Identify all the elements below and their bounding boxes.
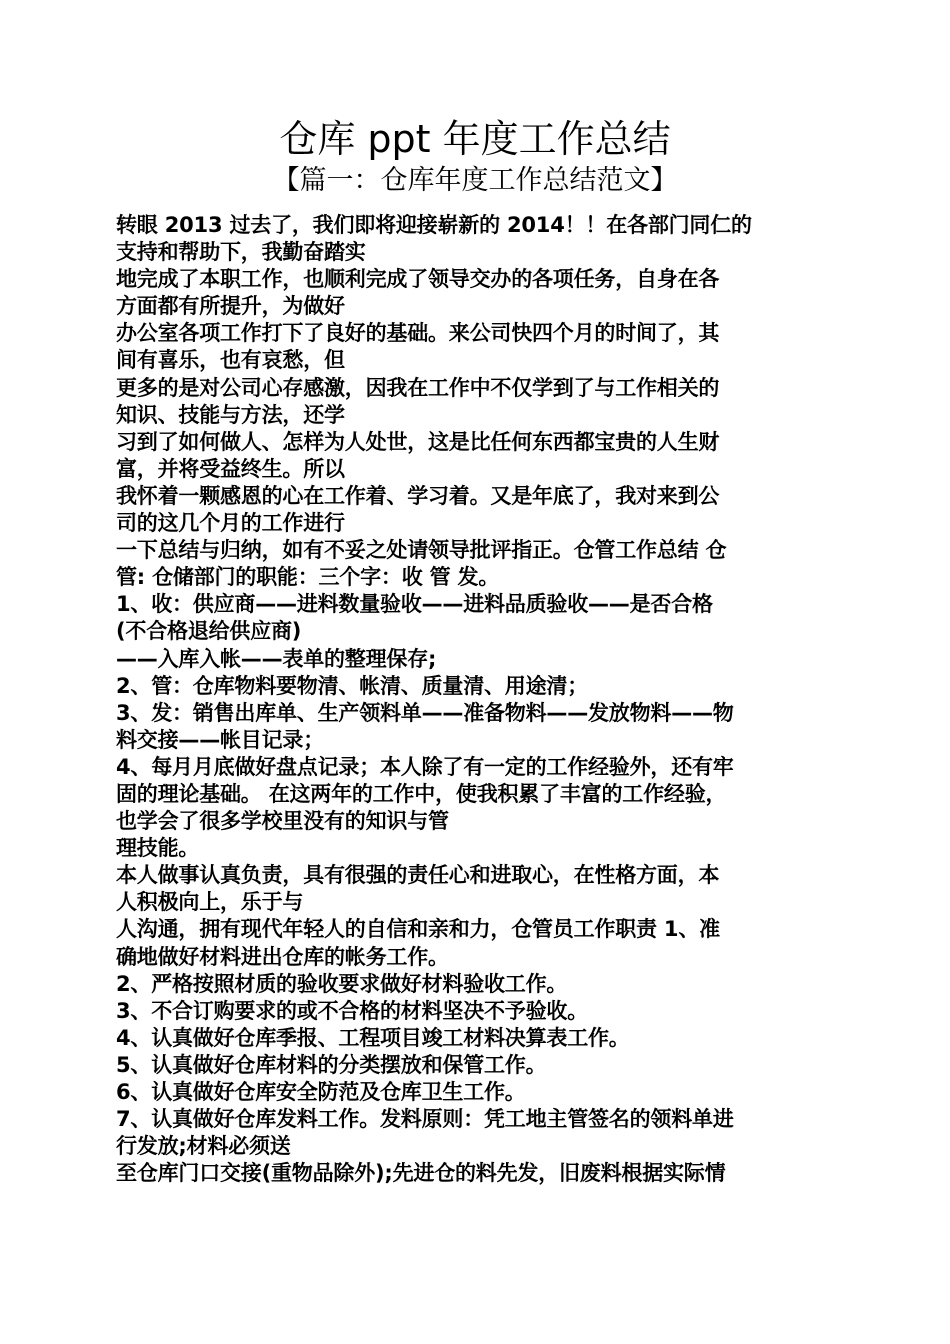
body-line: 富，并将受益终生。所以 xyxy=(116,456,345,481)
body-line: 方面都有所提升，为做好 xyxy=(116,294,345,319)
body-line: 3、不合订购要求的或不合格的材料坚决不予验收。 xyxy=(116,998,589,1023)
body-line: 知识、技能与方法，还学 xyxy=(116,402,345,427)
body-line: 3、发：销售出库单、生产领料单——准备物料——发放物料——物 xyxy=(116,700,734,725)
body-line: 料交接——帐目记录； xyxy=(116,727,324,752)
body-line: 我怀着一颗感恩的心在工作着、学习着。又是年底了，我对来到公 xyxy=(116,483,720,508)
body-line: 6、认真做好仓库安全防范及仓库卫生工作。 xyxy=(116,1080,526,1104)
body-line: ——入库入帐——表单的整理保存; xyxy=(116,646,437,671)
body-line: 行发放;材料必须送 xyxy=(116,1134,291,1159)
body-line: 2、管：仓库物料要物清、帐清、质量清、用途清； xyxy=(116,673,589,698)
body-line: (不合格退给供应商) xyxy=(116,619,302,644)
body-line: 一下总结与归纳，如有不妥之处请领导批评指正。仓管工作总结 仓 xyxy=(116,538,727,563)
body-line: 4、认真做好仓库季报、工程项目竣工材料决算表工作。 xyxy=(116,1025,630,1050)
body-line: 至仓库门口交接(重物品除外);先进仓的料先发，旧废料根据实际情 xyxy=(116,1161,726,1186)
body-line: 本人做事认真负责，具有很强的责任心和进取心，在性格方面，本 xyxy=(116,863,720,888)
document-subtitle: 【篇一：仓库年度工作总结范文】 xyxy=(272,165,678,196)
body-line: 人沟通，拥有现代年轻人的自信和亲和力，仓管员工作职责 1、准 xyxy=(116,917,720,942)
body-line: 更多的是对公司心存感激，因我在工作中不仅学到了与工作相关的 xyxy=(116,375,720,400)
body-line: 人积极向上，乐于与 xyxy=(116,890,304,915)
body-line: 习到了如何做人、怎样为人处世，这是比任何东西都宝贵的人生财 xyxy=(116,429,720,454)
body-line: 司的这几个月的工作进行 xyxy=(116,511,345,536)
body-line: 办公室各项工作打下了良好的基础。来公司快四个月的时间了，其 xyxy=(116,321,720,346)
body-line: 确地做好材料进出仓库的帐务工作。 xyxy=(116,944,449,969)
body-line: 地完成了本职工作，也顺利完成了领导交办的各项任务，自身在各 xyxy=(116,267,720,292)
body-line: 7、认真做好仓库发料工作。发料原则：凭工地主管签名的领料单进 xyxy=(116,1107,734,1132)
body-line: 支持和帮助下，我勤奋踏实 xyxy=(116,240,366,265)
body-line: 转眼 2013 过去了，我们即将迎接崭新的 2014！！在各部门同仁的 xyxy=(116,213,752,237)
body-line: 1、收：供应商——进料数量验收——进料品质验收——是否合格 xyxy=(116,592,713,617)
body-line: 4、每月月底做好盘点记录；本人除了有一定的工作经验外，还有牢 xyxy=(116,754,734,779)
document-title: 仓库 ppt 年度工作总结 xyxy=(279,117,671,161)
body-line: 管: 仓储部门的职能：三个字：收 管 发。 xyxy=(116,565,500,590)
document-body xyxy=(116,212,836,1187)
body-line: 理技能。 xyxy=(116,836,200,861)
body-line: 固的理论基础。 在这两年的工作中，使我积累了丰富的工作经验， xyxy=(116,781,727,806)
body-line: 2、严格按照材质的验收要求做好材料验收工作。 xyxy=(116,971,568,996)
body-line: 5、认真做好仓库材料的分类摆放和保管工作。 xyxy=(116,1052,547,1077)
body-line: 间有喜乐，也有哀愁，但 xyxy=(116,348,345,373)
body-line: 也学会了很多学校里没有的知识与管 xyxy=(116,809,449,834)
